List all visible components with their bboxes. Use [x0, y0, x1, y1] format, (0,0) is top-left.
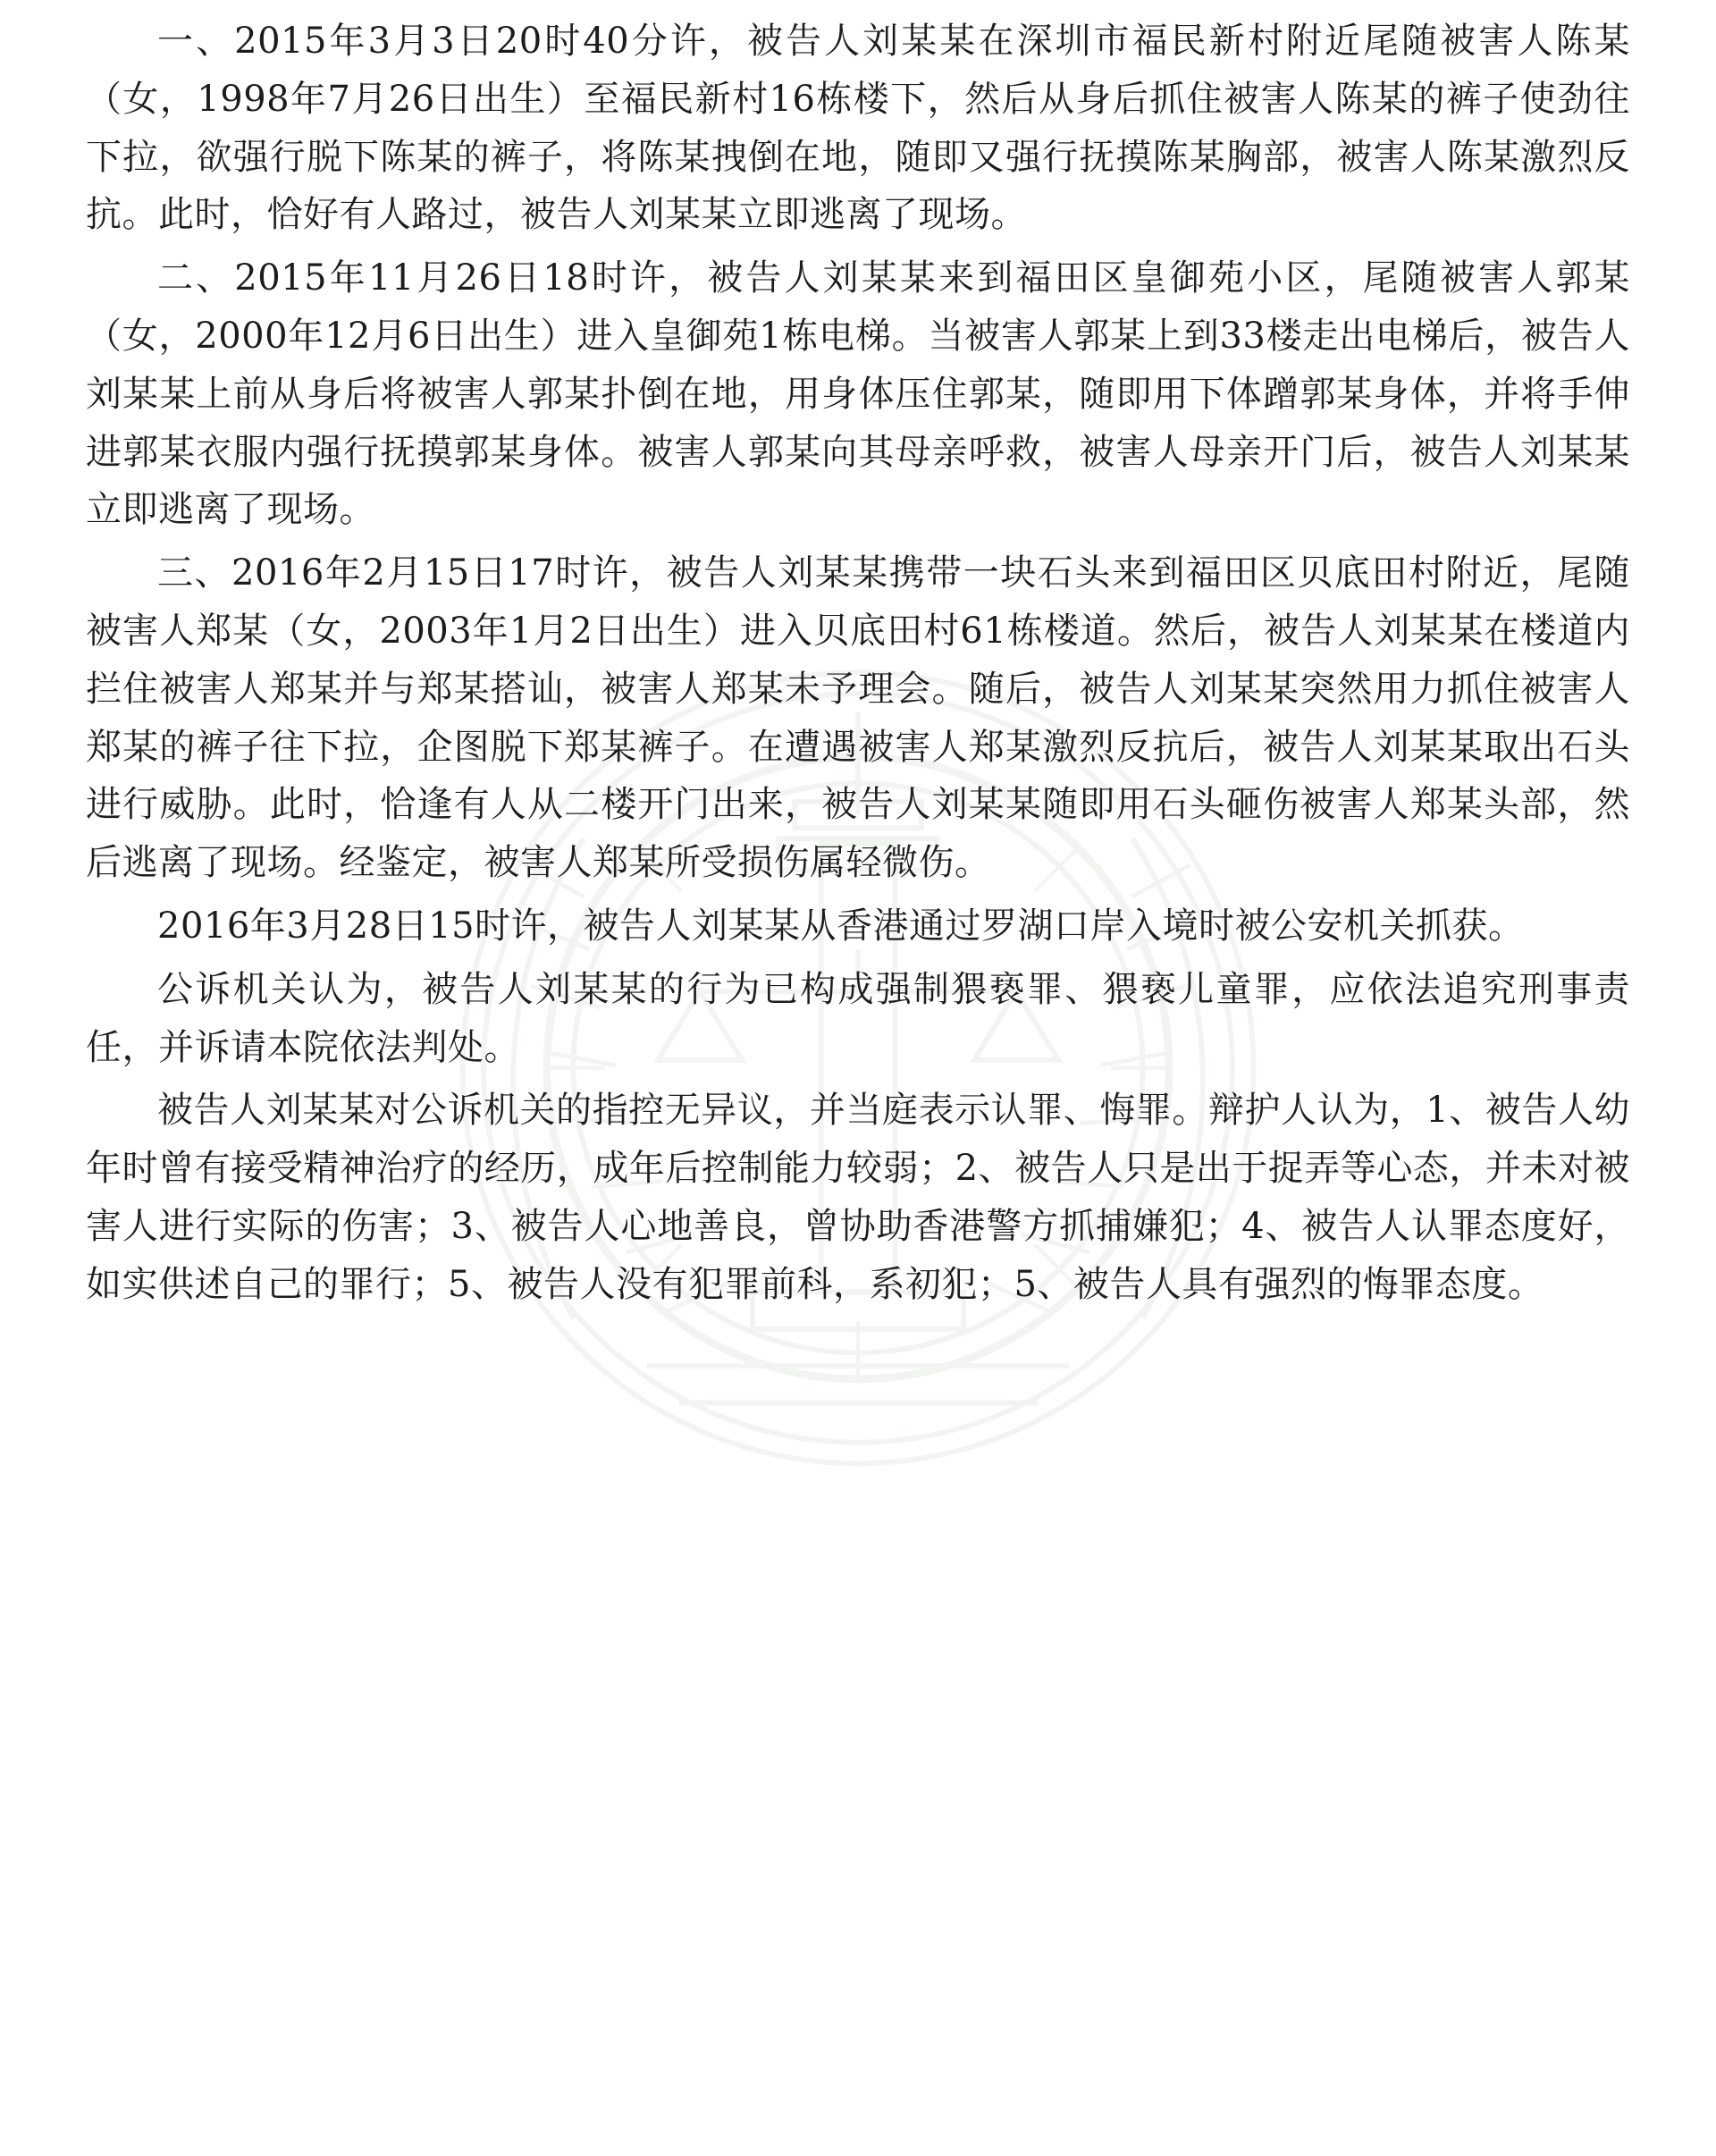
paragraph-fact-item-1: 一、2015年3月3日20时40分许，被告人刘某某在深圳市福民新村附近尾随被害人陈某（女，1998年7月26日出生）至福民新村16栋楼下，然后从身后抓住被害人陈某的裤子使劲往下拉，欲强行脱下陈某的裤子，将陈某拽倒在地，随即又强行抚摸陈某胸部，被害人陈某激烈反抗。此时，恰好有人路过，被告人刘某某立即逃离了现场。	[86, 21, 1630, 236]
paragraph-fact-item-2: 二、2015年11月26日18时许，被告人刘某某来到福田区皇御苑小区，尾随被害人郭某（女，2000年12月6日出生）进入皇御苑1栋电梯。当被害人郭某上到33楼走出电梯后，被告人刘某某上前从身后将被害人郭某扑倒在地，用身体压住郭某，随即用下体蹭郭某身体，并将手伸进郭某衣服内强行抚摸郭某身体。被害人郭某向其母亲呼救，被害人母亲开门后，被告人刘某某立即逃离了现场。	[86, 257, 1630, 531]
paragraph-arrest-statement: 2016年3月28日15时许，被告人刘某某从香港通过罗湖口岸入境时被公安机关抓获。	[157, 905, 1525, 947]
paragraph-defense-opinion: 被告人刘某某对公诉机关的指控无异议，并当庭表示认罪、悔罪。辩护人认为，1、被告人幼年时曾有接受精神治疗的经历，成年后控制能力较弱；2、被告人只是出于捉弄等心态，并未对被害人进行实际的伤害；3、被告人心地善良，曾协助香港警方抓捕嫌犯；4、被告人认罪态度好，如实供述自己的罪行；5、被告人没有犯罪前科，系初犯；5、被告人具有强烈的悔罪态度。	[86, 1090, 1630, 1305]
paragraph-fact-item-3: 三、2016年2月15日17时许，被告人刘某某携带一块石头来到福田区贝底田村附近，尾随被害人郑某（女，2003年1月2日出生）进入贝底田村61栋楼道。然后，被告人刘某某在楼道内拦住被害人郑某并与郑某搭讪，被害人郑某未予理会。随后，被告人刘某某突然用力抓住被害人郑某的裤子往下拉，企图脱下郑某裤子。在遭遇被害人郑某激烈反抗后，被告人刘某某取出石头进行威胁。此时，恰逢有人从二楼开门出来，被告人刘某某随即用石头砸伤被害人郑某头部，然后逃离了现场。经鉴定，被害人郑某所受损伤属轻微伤。	[86, 552, 1630, 884]
paragraph-prosecution-opinion: 公诉机关认为，被告人刘某某的行为已构成强制猥亵罪、猥亵儿童罪，应依法追究刑事责任，并诉请本院依法判处。	[86, 968, 1630, 1068]
